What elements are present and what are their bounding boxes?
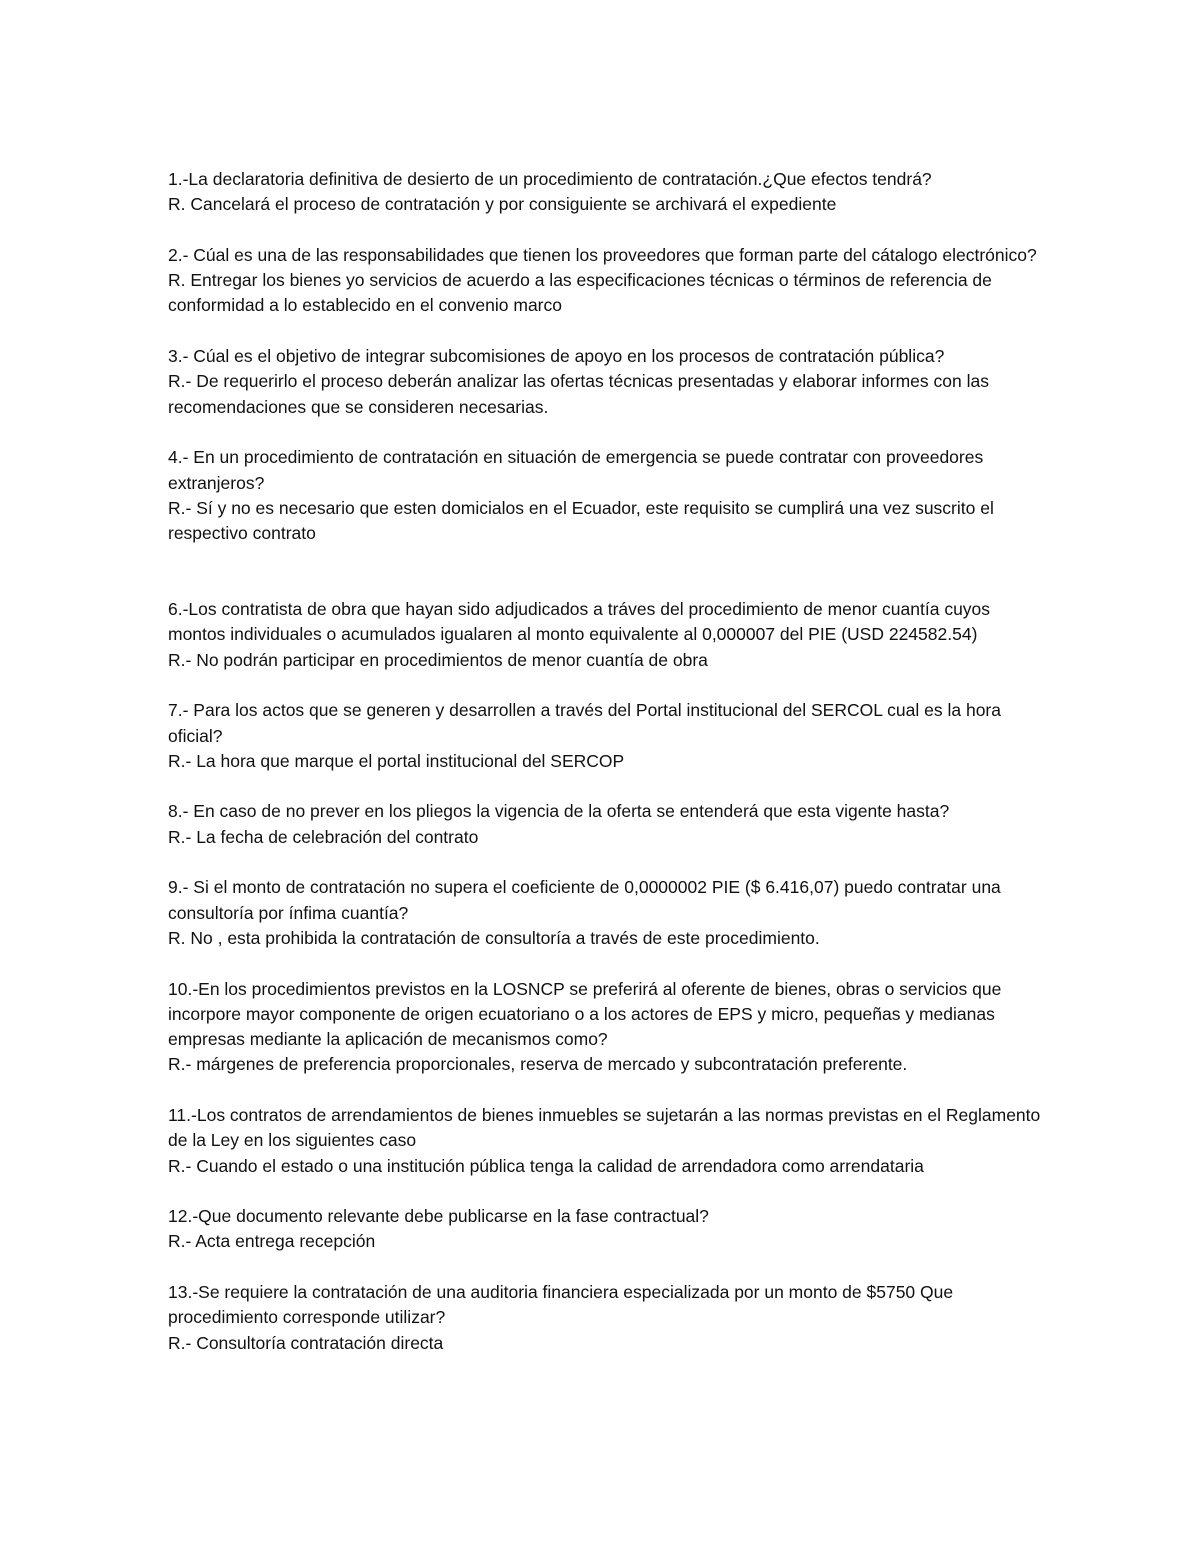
answer-text: R. Cancelará el proceso de contratación y por consiguiente se archivará el expediente bbox=[168, 194, 837, 215]
qa-item-13 bbox=[168, 1280, 1048, 1356]
question-text: 11.-Los contratos de arrendamientos de bienes inmuebles se sujetarán a las normas previstas en el Reglamento de la Ley en los siguientes caso bbox=[168, 1104, 1041, 1151]
document-body bbox=[168, 167, 1048, 1381]
qa-item-3 bbox=[168, 344, 1048, 420]
question-text: 3.- Cúal es el objetivo de integrar subcomisiones de apoyo en los procesos de contratación pública? bbox=[168, 346, 945, 367]
answer-text: R.- márgenes de preferencia proporcionales, reserva de mercado y subcontratación preferente. bbox=[168, 1054, 908, 1075]
qa-item-1 bbox=[168, 167, 1048, 218]
question-text: 10.-En los procedimientos previstos en la LOSNCP se preferirá al oferente de bienes, obras o servicios que incorpore mayor componente de origen ecuatoriano o a los actores de EPS y micro, pequeñas y medianas empresas mediante la aplicación de mecanismos como? bbox=[168, 978, 1002, 1050]
qa-item-9 bbox=[168, 875, 1048, 951]
question-text: 7.- Para los actos que se generen y desarrollen a través del Portal institucional del SERCOL cual es la hora oficial? bbox=[168, 700, 1001, 746]
question-text: 2.- Cúal es una de las responsabilidades que tienen los proveedores que forman parte del cátalogo electrónico? bbox=[168, 244, 1037, 265]
qa-item-2 bbox=[168, 243, 1048, 319]
answer-text: R.- La hora que marque el portal institucional del SERCOP bbox=[168, 750, 625, 771]
question-text: 6.-Los contratista de obra que hayan sido adjudicados a tráves del procedimiento de menor cuantía cuyos montos individuales o acumulados igualaren al monto equivalente al 0,000007 del PIE (USD 224582.54) bbox=[168, 599, 991, 645]
question-text: 4.- En un procedimiento de contratación en situación de emergencia se puede contratar con proveedores extranjeros? bbox=[168, 447, 984, 493]
qa-item-6 bbox=[168, 597, 1048, 673]
qa-item-8 bbox=[168, 799, 1048, 850]
question-text: 1.-La declaratoria definitiva de desierto de un procedimiento de contratación.¿Que efectos tendrá? bbox=[168, 169, 932, 189]
answer-text: R.- De requerirlo el proceso deberán analizar las ofertas técnicas presentadas y elaborar informes con las recomendaciones que se consideren necesarias. bbox=[168, 371, 989, 417]
answer-text: R.- Cuando el estado o una institución pública tenga la calidad de arrendadora como arrendataria bbox=[168, 1155, 924, 1176]
question-text: 9.- Si el monto de contratación no supera el coeficiente de 0,0000002 PIE ($ 6.416,07) puedo contratar una consultoría por ínfima cuantía? bbox=[168, 877, 1001, 923]
qa-item-7 bbox=[168, 698, 1048, 774]
question-text: 13.-Se requiere la contratación de una auditoria financiera especializada por un monto de $5750 Que procedimiento corresponde utilizar? bbox=[168, 1282, 954, 1328]
question-text: 12.-Que documento relevante debe publicarse en la fase contractual? bbox=[168, 1206, 709, 1227]
answer-text: R.- Sí y no es necesario que esten domicialos en el Ecuador, este requisito se cumplirá una vez suscrito el respectivo contrato bbox=[168, 497, 994, 544]
qa-item-10 bbox=[168, 977, 1048, 1078]
answer-text: R.- Consultoría contratación directa bbox=[168, 1332, 444, 1353]
answer-text: R.- No podrán participar en procedimientos de menor cuantía de obra bbox=[168, 649, 708, 670]
qa-item-11 bbox=[168, 1103, 1048, 1179]
answer-text: R.- Acta entrega recepción bbox=[168, 1231, 376, 1252]
answer-text: R. Entregar los bienes yo servicios de acuerdo a las especificaciones técnicas o términos de referencia de conformidad a lo establecido en el convenio marco bbox=[168, 270, 992, 316]
question-text: 8.- En caso de no prever en los pliegos la vigencia de la oferta se entenderá que esta vigente hasta? bbox=[168, 801, 950, 822]
answer-text: R. No , esta prohibida la contratación de consultoría a través de este procedimiento. bbox=[168, 927, 820, 948]
answer-text: R.- La fecha de celebración del contrato bbox=[168, 826, 479, 847]
qa-item-12 bbox=[168, 1204, 1048, 1255]
qa-item-4 bbox=[168, 445, 1048, 546]
